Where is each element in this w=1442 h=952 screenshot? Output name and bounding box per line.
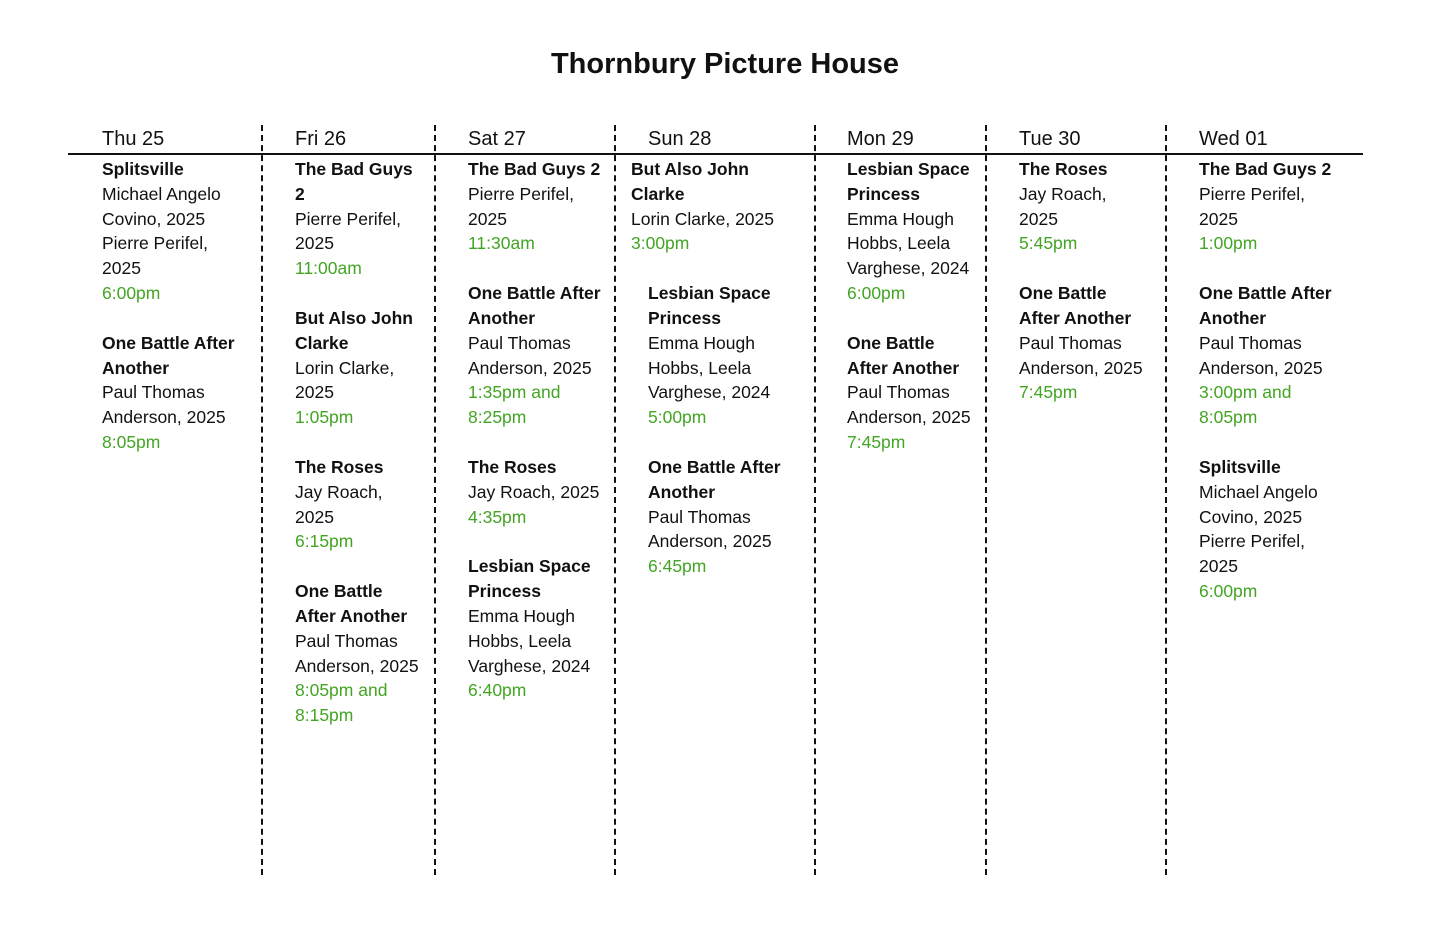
screening-times: 8:05pm and 8:15pm bbox=[295, 680, 388, 726]
screening-times: 6:40pm bbox=[468, 680, 527, 701]
screening bbox=[1199, 281, 1347, 430]
film-title: One Battle After Another bbox=[468, 283, 601, 328]
screening-times: 7:45pm bbox=[1019, 382, 1078, 403]
film-title: But Also John Clarke bbox=[295, 307, 413, 353]
film-credits: Paul Thomas Anderson, 2025 bbox=[648, 506, 772, 552]
film-credits: Lorin Clarke, 2025 bbox=[631, 208, 774, 229]
film-credits: Pierre Perifel, 2025 bbox=[468, 183, 575, 229]
column-divider bbox=[434, 125, 436, 875]
screening bbox=[295, 306, 419, 430]
screening bbox=[468, 157, 602, 256]
day-header-wed: Wed 01 bbox=[1199, 128, 1268, 150]
film-credits: Paul Thomas Anderson, 2025 bbox=[1199, 332, 1323, 378]
film-credits: Pierre Perifel, 2025 bbox=[295, 208, 402, 254]
day-header-fri: Fri 26 bbox=[295, 128, 347, 150]
day-column-sat bbox=[468, 157, 602, 728]
film-title: Lesbian Space Princess bbox=[468, 556, 591, 602]
film-title: The Bad Guys 2 bbox=[1199, 159, 1332, 179]
film-title: But Also John Clarke bbox=[631, 159, 749, 204]
day-header-sun: Sun 28 bbox=[648, 128, 712, 150]
screening-times: 7:45pm bbox=[847, 431, 906, 452]
film-credits: Jay Roach, 2025 bbox=[1019, 183, 1107, 229]
film-title: Splitsville bbox=[102, 159, 184, 179]
film-credits: Jay Roach, 2025 bbox=[295, 481, 383, 527]
day-header-sat: Sat 27 bbox=[468, 128, 526, 150]
film-credits: Michael Angelo Covino, 2025 Pierre Perifel, 2025 bbox=[1199, 481, 1318, 577]
film-title: The Roses bbox=[1019, 159, 1108, 179]
screening-times: 8:05pm bbox=[102, 431, 161, 452]
screening bbox=[1199, 455, 1347, 604]
screening bbox=[1019, 157, 1145, 256]
screening-times: 6:00pm bbox=[102, 282, 161, 303]
day-header-thu: Thu 25 bbox=[102, 128, 165, 150]
screening bbox=[1199, 157, 1347, 256]
screening-times: 5:45pm bbox=[1019, 233, 1078, 254]
day-header-tue: Tue 30 bbox=[1019, 128, 1081, 150]
film-credits: Paul Thomas Anderson, 2025 bbox=[468, 332, 592, 378]
screening bbox=[102, 331, 250, 455]
screening bbox=[468, 554, 602, 703]
day-column-sun bbox=[631, 157, 799, 604]
film-title: Lesbian Space Princess bbox=[648, 283, 771, 328]
day-column-tue bbox=[1019, 157, 1145, 430]
screening-times: 6:00pm bbox=[847, 282, 906, 303]
film-title: One Battle After Another bbox=[102, 332, 235, 378]
column-divider bbox=[1165, 125, 1167, 875]
screening-times: 11:00am bbox=[295, 258, 362, 279]
film-credits: Pierre Perifel, 2025 bbox=[1199, 183, 1306, 229]
screening bbox=[102, 157, 250, 306]
film-title: One Battle After Another bbox=[1199, 283, 1332, 328]
page-title: Thornbury Picture House bbox=[550, 48, 900, 80]
film-credits: Paul Thomas Anderson, 2025 bbox=[1019, 332, 1143, 378]
day-column-mon bbox=[847, 157, 973, 480]
column-divider bbox=[261, 125, 263, 875]
screening-times: 3:00pm and 8:05pm bbox=[1199, 382, 1292, 428]
film-title: One Battle After Another bbox=[295, 581, 408, 626]
screening bbox=[295, 579, 419, 728]
column-divider bbox=[614, 125, 616, 875]
film-title: The Bad Guys 2 bbox=[468, 159, 601, 179]
screening-times: 6:45pm bbox=[648, 556, 707, 577]
screening bbox=[295, 157, 419, 281]
screening-times: 3:00pm bbox=[631, 233, 690, 254]
screening bbox=[295, 455, 419, 554]
screening bbox=[648, 455, 793, 579]
screening-times: 1:00pm bbox=[1199, 233, 1258, 254]
film-title: One Battle After Another bbox=[1019, 283, 1132, 328]
screening-times: 4:35pm bbox=[468, 506, 527, 527]
screening bbox=[648, 281, 793, 430]
screening-times: 5:00pm bbox=[648, 407, 707, 428]
film-credits: Paul Thomas Anderson, 2025 bbox=[295, 630, 419, 676]
film-credits: Emma Hough Hobbs, Leela Varghese, 2024 bbox=[468, 605, 591, 676]
day-column-wed bbox=[1199, 157, 1347, 629]
screening bbox=[468, 281, 602, 430]
film-title: One Battle After Another bbox=[847, 332, 960, 378]
film-credits: Paul Thomas Anderson, 2025 bbox=[847, 382, 971, 428]
film-credits: Emma Hough Hobbs, Leela Varghese, 2024 bbox=[847, 208, 970, 279]
screening-times: 1:35pm and 8:25pm bbox=[468, 382, 561, 428]
day-header-mon: Mon 29 bbox=[847, 128, 914, 150]
day-column-thu bbox=[102, 157, 250, 480]
film-title: Lesbian Space Princess bbox=[847, 159, 970, 204]
film-title: The Bad Guys 2 bbox=[295, 159, 413, 204]
film-credits: Lorin Clarke, 2025 bbox=[295, 357, 395, 403]
film-title: The Roses bbox=[468, 456, 557, 477]
day-column-fri bbox=[295, 157, 419, 753]
film-title: The Roses bbox=[295, 456, 384, 477]
film-credits: Michael Angelo Covino, 2025 Pierre Perifel, 2025 bbox=[102, 183, 221, 279]
film-credits: Paul Thomas Anderson, 2025 bbox=[102, 382, 226, 428]
screening bbox=[468, 455, 602, 529]
screening-times: 6:00pm bbox=[1199, 580, 1258, 601]
film-credits: Jay Roach, 2025 bbox=[468, 481, 600, 502]
screening bbox=[847, 331, 973, 455]
film-title: Splitsville bbox=[1199, 456, 1281, 477]
screening bbox=[1019, 281, 1145, 405]
column-divider bbox=[814, 125, 816, 875]
screening bbox=[847, 157, 973, 306]
film-credits: Emma Hough Hobbs, Leela Varghese, 2024 bbox=[648, 332, 771, 403]
screening-times: 1:05pm bbox=[295, 407, 354, 428]
screening bbox=[631, 157, 799, 256]
column-divider bbox=[985, 125, 987, 875]
screening-times: 11:30am bbox=[468, 233, 535, 254]
film-title: One Battle After Another bbox=[648, 456, 781, 502]
screening-times: 6:15pm bbox=[295, 531, 354, 552]
